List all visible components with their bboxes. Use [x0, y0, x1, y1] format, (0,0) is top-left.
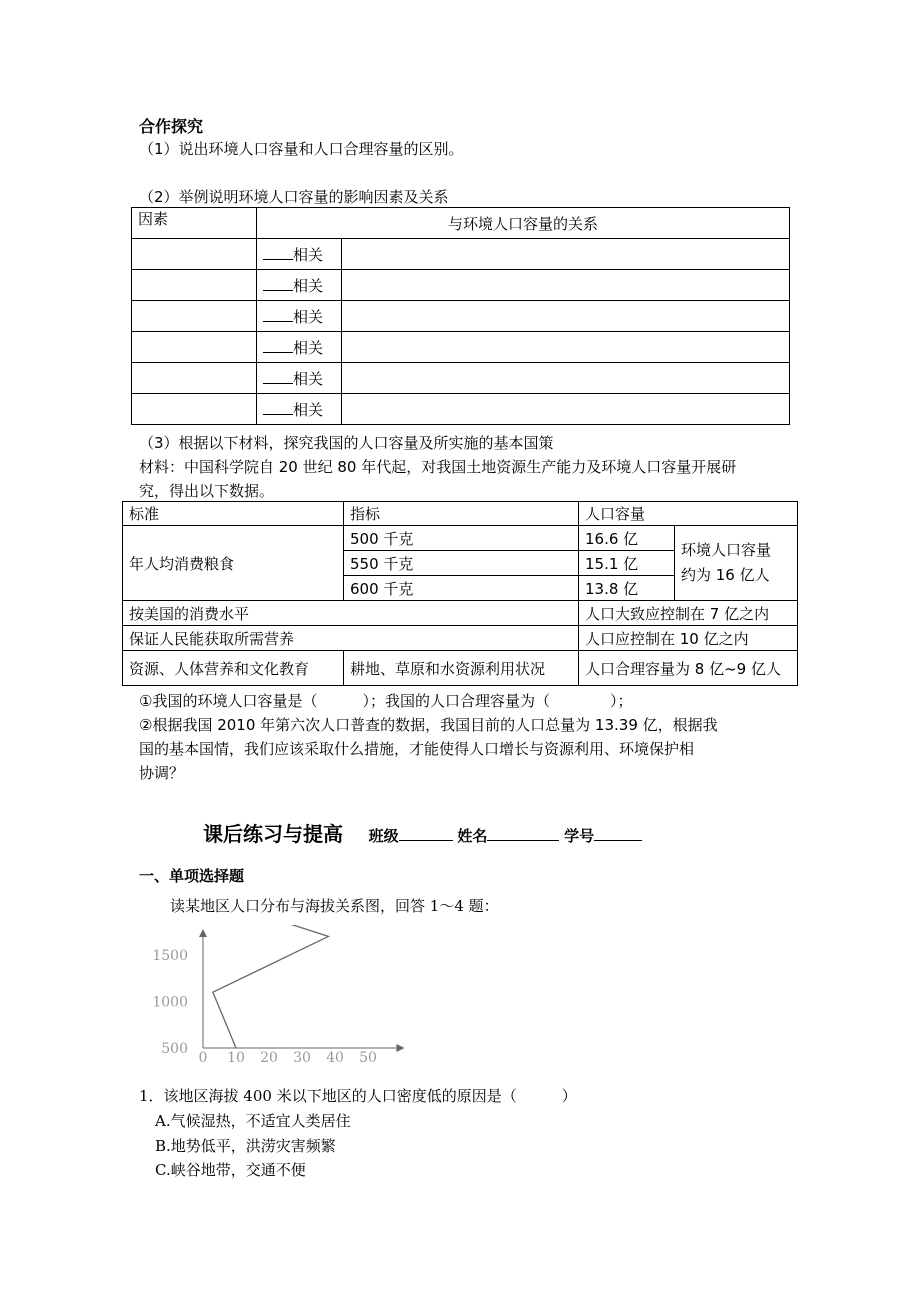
us-level-label: 按美国的消费水平 [123, 601, 579, 626]
relation-desc-cell[interactable] [342, 270, 790, 301]
material-line-1: 材料：中国科学院自 20 世纪 80 年代起，对我国土地资源生产能力及环境人口容量开展研 [139, 458, 737, 476]
population-line [213, 925, 329, 1048]
related-label: 相关 [293, 245, 324, 264]
y-tick-label: 1500 [152, 948, 188, 964]
env-capacity-note [675, 526, 798, 601]
grain-label: 年人均消费粮食 [123, 526, 344, 601]
factor-cell[interactable] [132, 270, 257, 301]
relation-type-cell[interactable] [257, 394, 342, 425]
question-2: （2）举例说明环境人口容量的影响因素及关系 [139, 188, 449, 206]
relation-type-cell[interactable] [257, 332, 342, 363]
related-label: 相关 [293, 369, 324, 388]
option-a[interactable]: A.气候湿热，不适宜人类居住 [155, 1112, 351, 1130]
factor-cell[interactable] [132, 363, 257, 394]
related-label: 相关 [293, 276, 324, 295]
relation-header: 与环境人口容量的关系 [257, 208, 790, 239]
option-b[interactable]: B.地势低平，洪涝灾害频繁 [155, 1137, 336, 1155]
relation-desc-cell[interactable] [342, 239, 790, 270]
factor-header: 因素 [132, 208, 257, 239]
env-note-line-2: 约为 16 亿人 [681, 566, 770, 584]
indicator-cell: 500 千克 [344, 526, 579, 551]
section-title: 合作探究 [139, 117, 204, 136]
factor-table [131, 207, 790, 425]
resource-value: 人口合理容量为 8 亿~9 亿人 [579, 651, 798, 686]
relation-type-cell[interactable] [257, 239, 342, 270]
capacity-cell: 13.8 亿 [579, 576, 675, 601]
chart-intro: 读某地区人口分布与海拔关系图，回答 1～4 题： [170, 897, 499, 915]
indicator-cell: 550 千克 [344, 551, 579, 576]
x-tick-label: 0 [198, 1050, 208, 1066]
name-blank[interactable] [487, 840, 559, 841]
relation-desc-cell[interactable] [342, 394, 790, 425]
factor-cell[interactable] [132, 301, 257, 332]
sub-question-2-line-3: 协调？ [139, 764, 185, 782]
capacity-table [122, 501, 798, 686]
resource-indicator: 耕地、草原和水资源利用状况 [344, 651, 579, 686]
nutrition-label: 保证人民能获取所需营养 [123, 626, 579, 651]
x-tick-label: 50 [359, 1050, 377, 1066]
part1-title: 一、单项选择题 [139, 867, 245, 885]
x-axis-arrow [397, 1044, 405, 1052]
relation-desc-cell[interactable] [342, 363, 790, 394]
sub-question-2-line-1: ②根据我国 2010 年第六次人口普查的数据，我国目前的人口总量为 13.39 亿，根据我 [139, 716, 718, 734]
related-label: 相关 [293, 338, 324, 357]
factor-cell[interactable] [132, 394, 257, 425]
capacity-header: 人口容量 [579, 502, 798, 526]
id-blank[interactable] [594, 840, 642, 841]
related-label: 相关 [293, 307, 324, 326]
x-tick-label: 40 [326, 1050, 344, 1066]
practice-header [203, 818, 642, 847]
relation-type-cell[interactable] [257, 301, 342, 332]
us-level-value: 人口大致应控制在 7 亿之内 [579, 601, 798, 626]
standard-header: 标准 [123, 502, 344, 526]
material-line-2: 究，得出以下数据。 [139, 482, 275, 500]
y-axis-arrow [199, 929, 207, 937]
nutrition-value: 人口应控制在 10 亿之内 [579, 626, 798, 651]
name-label: 姓名 [457, 827, 488, 845]
question-1-stem: 1．该地区海拔 400 米以下地区的人口密度低的原因是（ ） [139, 1087, 577, 1105]
class-blank[interactable] [399, 840, 453, 841]
practice-title: 课后练习与提高 [203, 822, 343, 846]
question-1: （1）说出环境人口容量和人口合理容量的区别。 [139, 140, 464, 158]
capacity-cell: 16.6 亿 [579, 526, 675, 551]
y-tick-label: 1000 [152, 994, 188, 1011]
related-label: 相关 [293, 400, 324, 419]
sub-question-1: ①我国的环境人口容量是（ ）；我国的人口合理容量为（ ）； [139, 692, 633, 710]
class-label: 班级 [368, 827, 399, 845]
relation-desc-cell[interactable] [342, 332, 790, 363]
question-3: （3）根据以下材料，探究我国的人口容量及所实施的基本国策 [139, 434, 554, 452]
resource-label: 资源、人体营养和文化教育 [123, 651, 344, 686]
x-tick-label: 20 [260, 1050, 278, 1066]
y-tick-label: 500 [161, 1041, 188, 1057]
relation-desc-cell[interactable] [342, 301, 790, 332]
relation-type-cell[interactable] [257, 270, 342, 301]
indicator-cell: 600 千克 [344, 576, 579, 601]
indicator-header: 指标 [344, 502, 579, 526]
population-elevation-chart [150, 925, 410, 1075]
id-label: 学号 [564, 827, 595, 845]
factor-cell[interactable] [132, 239, 257, 270]
sub-question-2-line-2: 国的基本国情，我们应该采取什么措施，才能使得人口增长与资源利用、环境保护相 [139, 740, 695, 758]
factor-cell[interactable] [132, 332, 257, 363]
option-c[interactable]: C.峡谷地带，交通不便 [155, 1161, 306, 1179]
env-note-line-1: 环境人口容量 [681, 541, 772, 559]
capacity-cell: 15.1 亿 [579, 551, 675, 576]
x-tick-label: 30 [293, 1050, 311, 1066]
relation-type-cell[interactable] [257, 363, 342, 394]
x-tick-label: 10 [227, 1050, 245, 1066]
